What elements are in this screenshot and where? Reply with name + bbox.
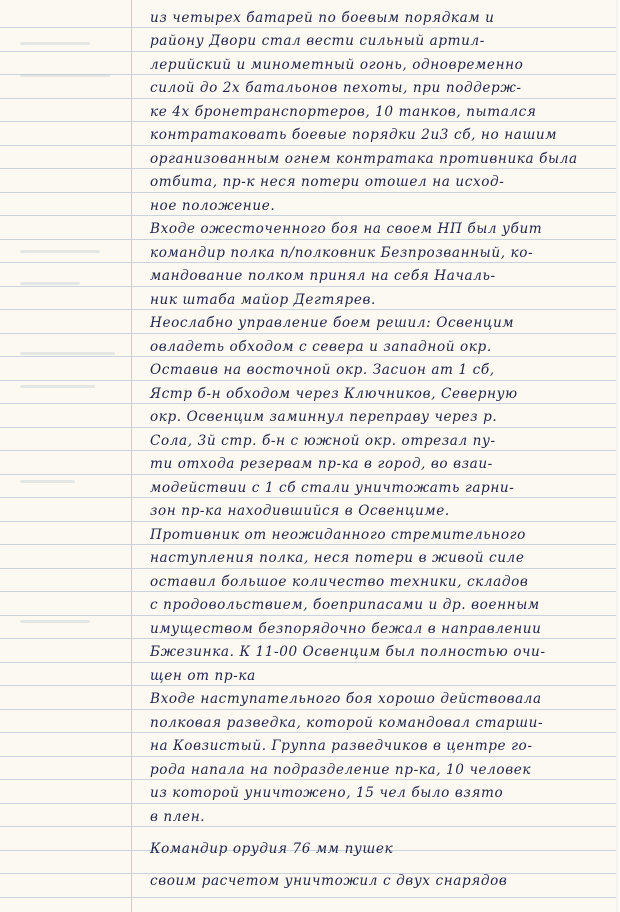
text-line: Ястр б-н обходом через Ключников, Северную	[150, 386, 518, 402]
bleed-through-mark	[20, 74, 110, 77]
ruled-line	[0, 897, 620, 898]
bleed-through-mark	[20, 385, 95, 388]
text-line: ник штаба майор Дегтярев.	[150, 292, 376, 308]
text-line: организованным огнем контратака противника была	[150, 151, 578, 167]
bleed-through-mark	[20, 282, 80, 285]
text-line: щен от пр-ка	[150, 668, 256, 684]
text-line: имуществом безпорядочно бежал в направлении	[150, 621, 542, 637]
text-line: модействии с 1 сб стали уничтожать гарни-	[150, 480, 515, 496]
text-line: Входе наступательного боя хорошо действовала	[150, 691, 542, 707]
text-line: из четырех батарей по боевым порядкам и	[150, 10, 495, 26]
text-line: Сола, 3й стр. б-н с южной окр. отрезал пу-	[150, 433, 496, 449]
text-line: оставил большое количество техники, складов	[150, 574, 529, 590]
text-line: Неослабно управление боем решил: Освенцим	[150, 315, 515, 331]
text-line: рода напала на подразделение пр-ка, 10 человек	[150, 762, 532, 778]
bleed-through-mark	[20, 352, 115, 355]
scan-edge	[616, 0, 620, 912]
text-line: зон пр-ка находившийся в Освенциме.	[150, 503, 450, 519]
text-line: окр. Освенцим заминнул переправу через р.	[150, 409, 498, 425]
text-line: району Двори стал вести сильный артил-	[150, 33, 485, 49]
text-line: лерийский и минометный огонь, одновременно	[150, 57, 524, 73]
text-line: командир полка п/полковник Безпрозванный, ко-	[150, 245, 534, 261]
text-line: Бжезинка. К 11-00 Освенцим был полностью очи-	[150, 644, 546, 660]
text-line: ное положение.	[150, 198, 276, 214]
text-line: Оставив на восточной окр. Засион ат 1 сб,	[150, 362, 495, 378]
text-line: Командир орудия 76 мм пушек	[150, 841, 394, 857]
text-line: наступления полка, неся потери в живой силе	[150, 550, 525, 566]
bleed-through-mark	[20, 42, 90, 45]
text-line: Противник от неожиданного стремительного	[150, 527, 526, 543]
text-line: своим расчетом уничтожил с двух снарядов	[150, 873, 508, 889]
text-line: отбита, пр-к неся потери отошел на исход-	[150, 174, 505, 190]
margin-line	[131, 0, 132, 912]
text-line: из которой уничтожено, 15 чел было взято	[150, 785, 504, 801]
text-line: Входе ожесточенного боя на своем НП был убит	[150, 221, 543, 237]
text-line: силой до 2х батальонов пехоты, при поддерж-	[150, 80, 522, 96]
text-line: овладеть обходом с севера и западной окр.	[150, 339, 492, 355]
text-line: ти отхода резервам пр-ка в город, во взаи-	[150, 456, 493, 472]
text-line: с продовольствием, боеприпасами и др. военным	[150, 597, 540, 613]
text-line: контратаковать боевые порядки 2и3 сб, но нашим	[150, 127, 558, 143]
text-line: в плен.	[150, 809, 206, 825]
text-line: полковая разведка, которой командовал старши-	[150, 715, 544, 731]
bleed-through-mark	[20, 620, 90, 623]
text-line: на Ковзистый. Группа разведчиков в центре го-	[150, 738, 533, 754]
text-line: мандование полком принял на себя Началь-	[150, 268, 496, 284]
bleed-through-mark	[20, 480, 75, 483]
bleed-through-mark	[20, 250, 100, 253]
text-line: ке 4х бронетранспортеров, 10 танков, пытался	[150, 104, 537, 120]
